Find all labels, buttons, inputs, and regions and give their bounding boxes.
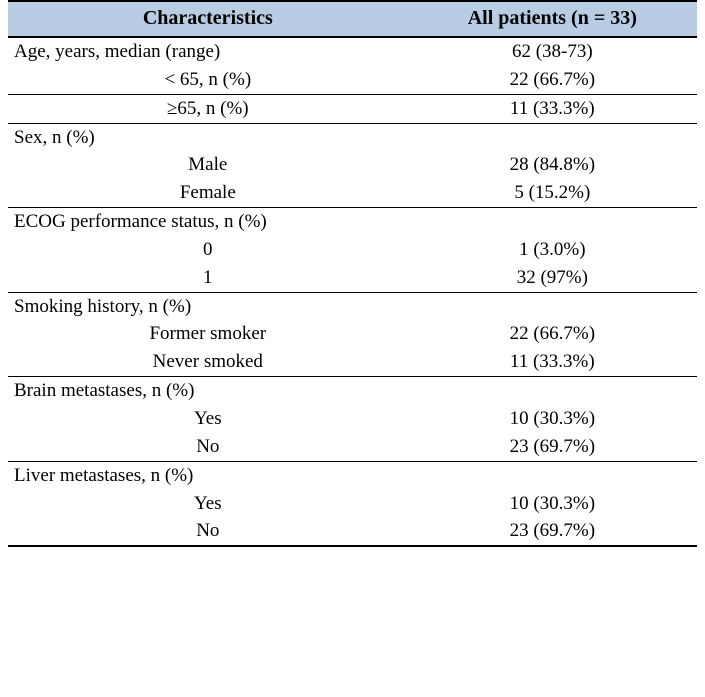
row-sublabel: Former smoker bbox=[149, 323, 267, 345]
row-value: 11 (33.3%) bbox=[408, 94, 697, 123]
row-value: 62 (38-73) bbox=[511, 41, 593, 62]
column-header-all-patients: All patients (n = 33) bbox=[408, 1, 697, 37]
table-row bbox=[8, 66, 697, 94]
table-row bbox=[8, 517, 697, 546]
row-sublabel: Yes bbox=[193, 407, 222, 429]
row-sublabel: < 65, n (%) bbox=[164, 68, 252, 90]
table-row bbox=[8, 348, 697, 376]
row-sublabel: No bbox=[8, 517, 408, 546]
row-value: 1 (3.0%) bbox=[519, 238, 586, 260]
row-sublabel: 0 bbox=[203, 238, 213, 260]
table-row bbox=[8, 37, 697, 66]
table-row bbox=[8, 405, 697, 433]
table-row bbox=[8, 377, 697, 405]
table-row bbox=[8, 236, 697, 264]
table-body bbox=[8, 37, 697, 546]
row-value: 23 (69.7%) bbox=[408, 517, 697, 546]
row-value bbox=[408, 123, 697, 151]
table-row bbox=[8, 151, 697, 179]
table-row bbox=[8, 433, 697, 461]
row-label: Smoking history, n (%) bbox=[8, 292, 408, 320]
row-value bbox=[408, 208, 697, 236]
table-row bbox=[8, 320, 697, 348]
row-value: 32 (97%) bbox=[516, 266, 588, 288]
table-row bbox=[8, 264, 697, 292]
table-row bbox=[8, 179, 697, 207]
table-header bbox=[8, 1, 697, 37]
row-label: Age, years, median (range) bbox=[14, 41, 221, 62]
row-label: ECOG performance status, n (%) bbox=[8, 208, 408, 236]
table-header-row bbox=[8, 1, 697, 37]
row-sublabel: Female bbox=[179, 182, 236, 204]
table-row bbox=[8, 208, 697, 236]
row-label: Liver metastases, n (%) bbox=[8, 461, 408, 489]
table-row bbox=[8, 461, 697, 489]
row-label: Brain metastases, n (%) bbox=[8, 377, 408, 405]
row-label: Sex, n (%) bbox=[8, 123, 408, 151]
row-sublabel: 1 bbox=[203, 266, 213, 288]
row-value: 10 (30.3%) bbox=[509, 407, 596, 429]
table-row bbox=[8, 292, 697, 320]
row-value: 11 (33.3%) bbox=[509, 351, 595, 373]
patient-characteristics-table bbox=[8, 0, 697, 547]
row-value: 22 (66.7%) bbox=[509, 68, 596, 90]
row-sublabel: No bbox=[196, 435, 220, 457]
row-value bbox=[408, 461, 697, 489]
row-value: 22 (66.7%) bbox=[509, 323, 596, 345]
table-row bbox=[8, 94, 697, 123]
row-value: 28 (84.8%) bbox=[509, 154, 596, 176]
column-header-characteristics: Characteristics bbox=[8, 1, 408, 37]
row-value: 23 (69.7%) bbox=[509, 435, 596, 457]
row-sublabel: ≥65, n (%) bbox=[8, 94, 408, 123]
row-sublabel: Male bbox=[188, 154, 228, 176]
row-value bbox=[408, 377, 697, 405]
row-value: 5 (15.2%) bbox=[514, 182, 591, 204]
table-row bbox=[8, 123, 697, 151]
row-value: 10 (30.3%) bbox=[509, 492, 596, 514]
row-sublabel: Yes bbox=[193, 492, 222, 514]
table-row bbox=[8, 490, 697, 518]
row-sublabel: Never smoked bbox=[152, 351, 263, 373]
row-value bbox=[408, 292, 697, 320]
